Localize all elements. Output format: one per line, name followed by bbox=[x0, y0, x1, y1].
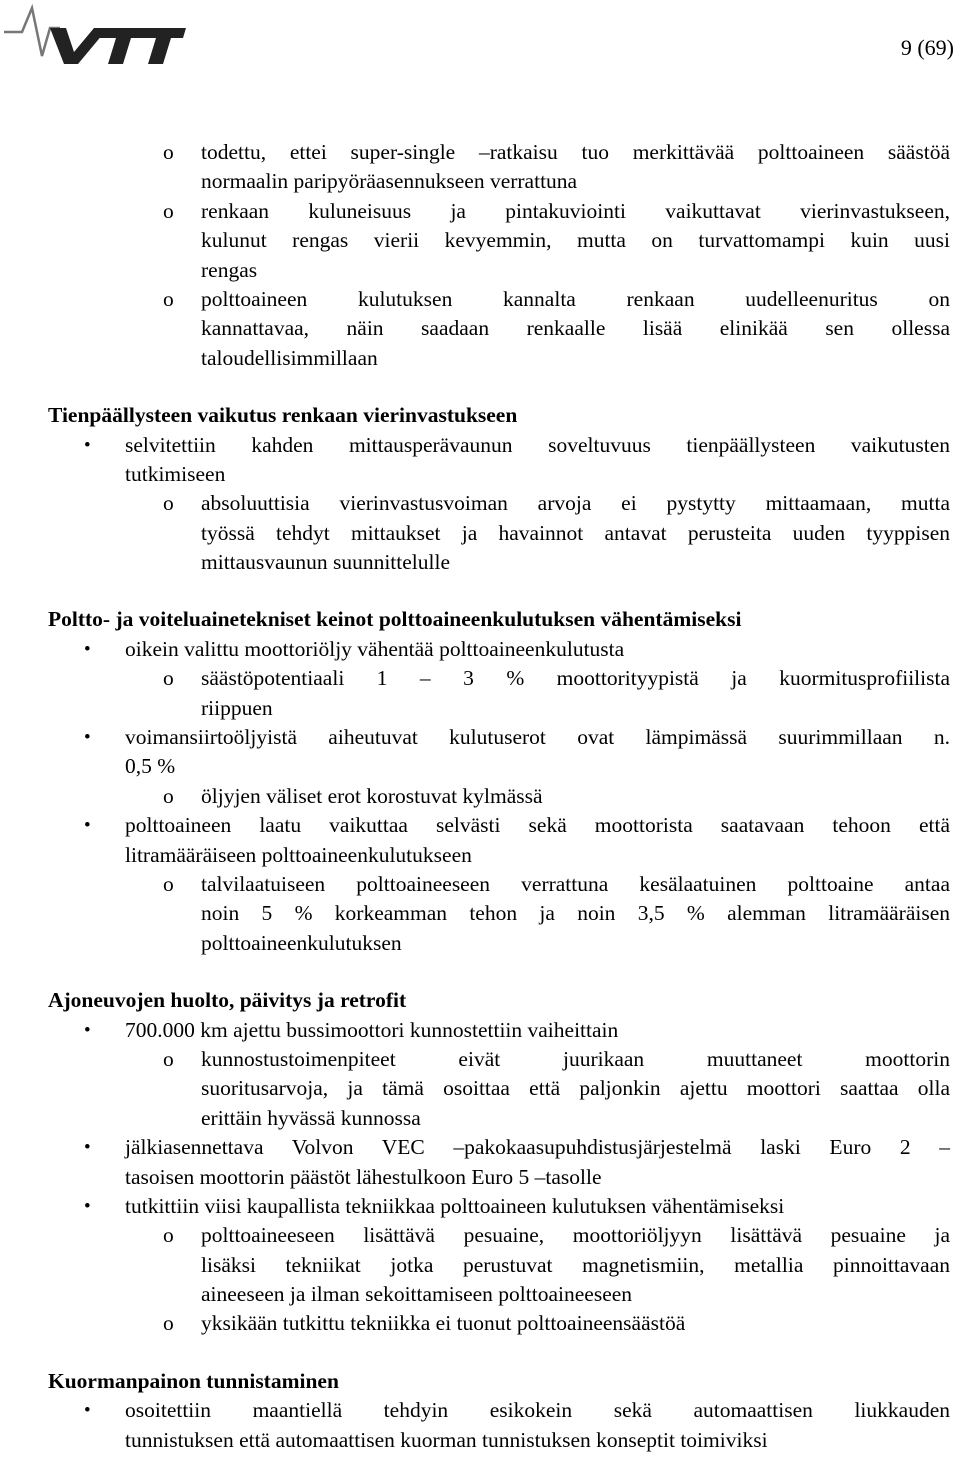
line-text: polttoaineen laatu vaikuttaa selvästi sekä moottorista saatavaan tehoon että bbox=[125, 813, 950, 838]
line-text: taloudellisimmillaan bbox=[201, 345, 378, 370]
sub-bullet-marker: o bbox=[163, 1223, 174, 1248]
section-heading: Tienpäällysteen vaikutus renkaan vierinvastukseen bbox=[48, 403, 518, 428]
line-text: jälkiasennettava Volvon VEC –pakokaasupuhdistusjärjestelmä laski Euro 2 – bbox=[125, 1135, 950, 1160]
bullet-marker: • bbox=[84, 434, 91, 456]
line-text: tutkimiseen bbox=[125, 461, 226, 486]
sub-bullet-marker: o bbox=[163, 198, 174, 223]
line-text: erittäin hyvässä kunnossa bbox=[201, 1105, 421, 1130]
sub-item-line bbox=[48, 344, 950, 373]
line-text: talvilaatuiseen polttoaineeseen verrattuna kesälaatuinen polttoaine antaa bbox=[201, 871, 950, 896]
line-text: 0,5 % bbox=[125, 754, 176, 779]
line-text: absoluuttisia vierinvastusvoiman arvoja ei pystytty mittaamaan, mutta bbox=[201, 491, 950, 516]
sub-item-line bbox=[48, 226, 950, 255]
line-text: voimansiirtoöljyistä aiheutuvat kulutuserot ovat lämpimässä suurimmillaan n. bbox=[125, 725, 950, 750]
line-text: todettu, ettei super-single –ratkaisu tuo merkittävää polttoaineen säästöä bbox=[201, 140, 950, 164]
line-text: polttoaineenkulutuksen bbox=[201, 930, 402, 955]
sub-bullet-marker: o bbox=[163, 666, 174, 691]
sub-item-line bbox=[48, 138, 950, 167]
bullet-marker: • bbox=[84, 815, 91, 837]
sub-item-line bbox=[48, 1280, 950, 1309]
bullet-item-line bbox=[48, 811, 950, 840]
line-text: tunnistuksen että automaattisen kuorman tunnistuksen konseptit toimiviksi bbox=[125, 1427, 768, 1452]
sub-item-line bbox=[48, 664, 950, 693]
line-text: riippuen bbox=[201, 695, 273, 720]
sub-bullet-marker: o bbox=[163, 871, 174, 896]
bullet-item-line bbox=[48, 1133, 950, 1162]
bullet-item-line bbox=[48, 1396, 950, 1425]
sub-item-line bbox=[48, 548, 950, 577]
line-text: selvitettiin kahden mittausperävaunun soveltuvuus tienpäällysteen vaikutusten bbox=[125, 432, 950, 457]
bullet-item-line bbox=[48, 841, 950, 870]
sub-item-line bbox=[48, 1221, 950, 1250]
sub-item-line bbox=[48, 285, 950, 314]
line-text: kannattavaa, näin saadaan renkaalle lisää elinikää sen ollessa bbox=[201, 316, 950, 341]
line-text: rengas bbox=[201, 257, 258, 282]
line-text: polttoaineeseen lisättävä pesuaine, moottoriöljyyn lisättävä pesuaine ja bbox=[201, 1223, 950, 1248]
section-heading: Kuormanpainon tunnistaminen bbox=[48, 1368, 339, 1393]
line-text: renkaan kuluneisuus ja pintakuviointi vaikuttavat vierinvastukseen, bbox=[201, 198, 950, 223]
sub-bullet-marker: o bbox=[163, 491, 174, 516]
bullet-marker: • bbox=[84, 638, 91, 660]
sub-item-line bbox=[48, 694, 950, 723]
line-text: yksikään tutkittu tekniikka ei tuonut polttoaineensäästöä bbox=[201, 1311, 686, 1336]
line-text: suoritusarvoja, ja tämä osoittaa että paljonkin ajettu moottori saattaa olla bbox=[201, 1076, 950, 1101]
sub-item-line bbox=[48, 782, 950, 811]
bullet-item-line bbox=[48, 1192, 950, 1221]
bullet-item-line bbox=[48, 752, 950, 781]
bullet-item-line bbox=[48, 431, 950, 460]
section-heading: Poltto- ja voiteluainetekniset keinot polttoaineenkulutuksen vähentämiseksi bbox=[48, 607, 742, 632]
bullet-item-line bbox=[48, 723, 950, 752]
line-text: öljyjen väliset erot korostuvat kylmässä bbox=[201, 783, 543, 808]
page-number: 9 (69) bbox=[900, 35, 954, 60]
sub-bullet-marker: o bbox=[163, 286, 174, 311]
bullet-item-line bbox=[48, 1163, 950, 1192]
sub-bullet-marker: o bbox=[163, 783, 174, 808]
sub-item-line bbox=[48, 314, 950, 343]
line-text: työssä tehdyt mittaukset ja havainnot antavat perusteita uuden tyyppisen bbox=[201, 520, 950, 545]
line-text: kulunut rengas vierii kevyemmin, mutta on turvattomampi kuin uusi bbox=[201, 228, 950, 253]
line-text: osoitettiin maantiellä tehdyin esikokein sekä automaattisen liukkauden bbox=[125, 1398, 950, 1423]
sub-bullet-marker: o bbox=[163, 140, 174, 164]
bullet-marker: • bbox=[84, 1019, 91, 1041]
section-heading: Ajoneuvojen huolto, päivitys ja retrofit bbox=[48, 988, 407, 1013]
line-text: kunnostustoimenpiteet eivät juurikaan muuttaneet moottorin bbox=[201, 1046, 950, 1071]
bullet-marker: • bbox=[84, 727, 91, 749]
sub-bullet-marker: o bbox=[163, 1046, 174, 1071]
sub-item-line bbox=[48, 929, 950, 958]
sub-item-line bbox=[48, 197, 950, 226]
line-text: tutkittiin viisi kaupallista tekniikkaa polttoaineen kulutuksen vähentämiseksi bbox=[125, 1193, 785, 1218]
line-text: tasoisen moottorin päästöt lähestulkoon Euro 5 –tasolle bbox=[125, 1164, 602, 1189]
line-text: lisäksi tekniikat jotka perustuvat magnetismiin, metallia pinnoittavaan bbox=[201, 1252, 950, 1277]
sub-item-line bbox=[48, 167, 950, 196]
sub-item-line bbox=[48, 1309, 950, 1338]
sub-item-line bbox=[48, 1104, 950, 1133]
line-text: oikein valittu moottoriöljy vähentää polttoaineenkulutusta bbox=[125, 636, 625, 661]
bullet-marker: • bbox=[84, 1400, 91, 1422]
sub-item-line bbox=[48, 1251, 950, 1280]
sub-item-line bbox=[48, 256, 950, 285]
line-text: 700.000 km ajettu bussimoottori kunnostettiin vaiheittain bbox=[125, 1017, 619, 1042]
bullet-item-line bbox=[48, 1426, 950, 1455]
sub-bullet-marker: o bbox=[163, 1311, 174, 1336]
logo-letter-t2 bbox=[137, 28, 186, 64]
sub-item-line bbox=[48, 1045, 950, 1074]
bullet-marker: • bbox=[84, 1195, 91, 1217]
line-text: säästöpotentiaali 1 – 3 % moottorityypistä ja kuormitusprofiilista bbox=[201, 666, 950, 691]
document-body bbox=[48, 138, 950, 1455]
bullet-item-line bbox=[48, 1016, 950, 1045]
bullet-marker: • bbox=[84, 1137, 91, 1159]
bullet-item-line bbox=[48, 460, 950, 489]
line-text: aineeseen ja ilman sekoittamiseen polttoaineeseen bbox=[201, 1282, 633, 1307]
sub-item-line bbox=[48, 870, 950, 899]
sub-item-line bbox=[48, 1074, 950, 1103]
sub-item-line bbox=[48, 899, 950, 928]
line-text: noin 5 % korkeamman tehon ja noin 3,5 % alemman litramääräisen bbox=[201, 901, 950, 926]
line-text: mittausvaunun suunnittelulle bbox=[201, 550, 451, 575]
line-text: litramääräiseen polttoaineenkulutukseen bbox=[125, 842, 472, 867]
sub-item-line bbox=[48, 519, 950, 548]
line-text: polttoaineen kulutuksen kannalta renkaan uudelleenuritus on bbox=[201, 286, 950, 311]
vtt-logo bbox=[0, 0, 190, 70]
bullet-item-line bbox=[48, 635, 950, 664]
sub-item-line bbox=[48, 489, 950, 518]
line-text: normaalin paripyöräasennukseen verrattuna bbox=[201, 169, 578, 194]
